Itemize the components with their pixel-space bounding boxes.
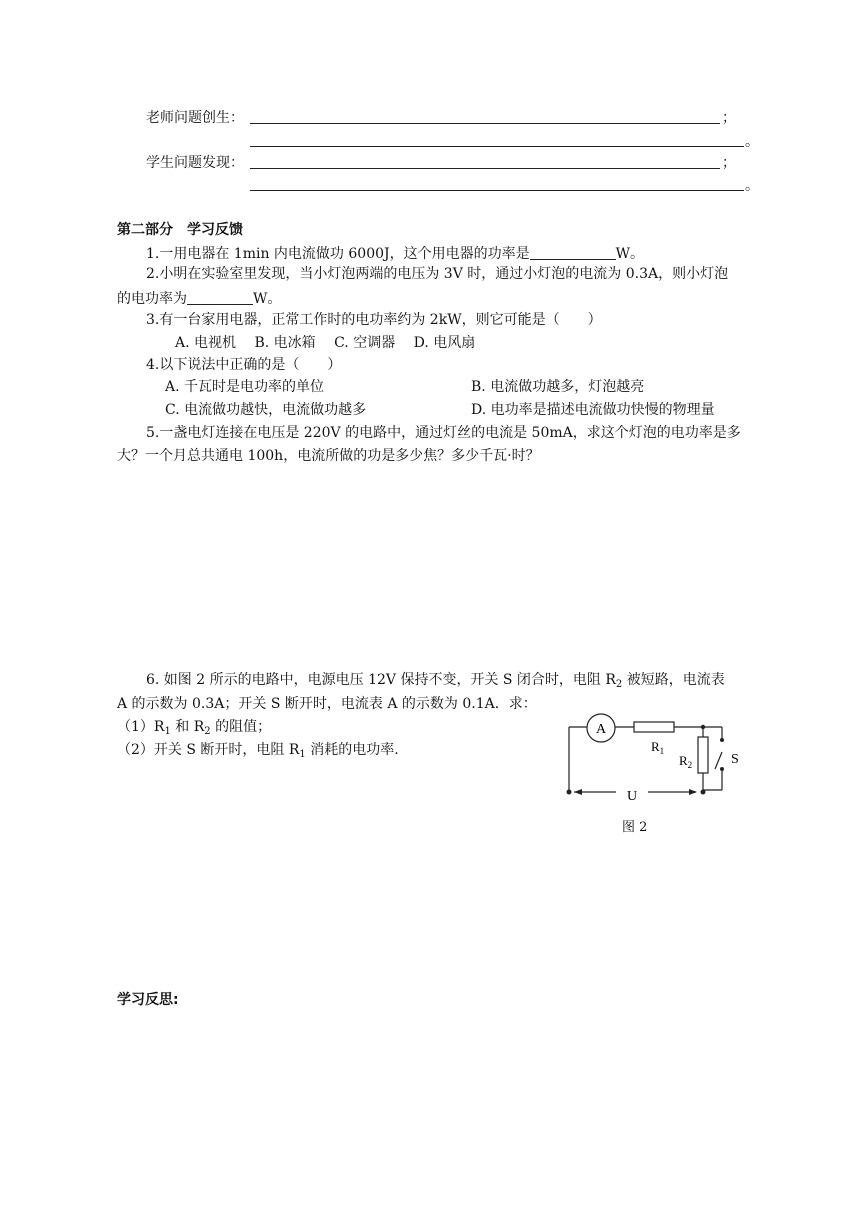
- part-2-text-a: （2）开关 S 断开时，电阻 R: [117, 742, 300, 758]
- question-2-unit: W。: [253, 291, 282, 307]
- figure-caption: 图 2: [622, 820, 648, 835]
- question-1: [146, 245, 644, 261]
- switch-label: S: [731, 752, 739, 767]
- question-6-text-a: 6. 如图 2 所示的电路中，电源电压 12V 保持不变，开关 S 闭合时，电阻 R: [146, 672, 616, 688]
- teacher-answer-line-1[interactable]: [250, 123, 720, 124]
- terminal-dot: [701, 790, 706, 795]
- reflection-title: 学习反思:: [117, 992, 179, 1008]
- part-1-text-b: 和 R: [170, 719, 205, 735]
- terminal-dot: [567, 790, 572, 795]
- circuit-diagram: [556, 708, 746, 838]
- voltage-label: U: [626, 789, 638, 804]
- question-6-part-1: [117, 719, 272, 737]
- question-5-line-2: 大？一个月总共通电 100h，电流所做的功是多少焦？多少千瓦·时？: [117, 448, 540, 464]
- r1-label: $R_1$: [651, 739, 665, 756]
- r2-label: $R_2$: [679, 753, 693, 770]
- question-3: 3.有一台家用电器，正常工作时的电功率约为 2kW，则它可能是（ ）: [146, 312, 602, 328]
- student-answer-line-2[interactable]: [250, 190, 744, 191]
- switch-blade-icon: [715, 752, 722, 769]
- question-4-option-b: B. 电流做功越多，灯泡越亮: [471, 379, 645, 395]
- subscript: 2: [615, 679, 623, 690]
- question-6-line-2: A 的示数为 0.3A；开关 S 断开时，电流表 A 的示数为 0.1A．求：: [117, 696, 537, 712]
- question-6-line-1: [146, 672, 725, 690]
- period: 。: [745, 134, 759, 150]
- arrow-right-icon: [689, 789, 697, 795]
- question-4-option-c: C. 电流做功越快，电流做功越多: [165, 402, 367, 418]
- switch-contact-dot: [720, 767, 724, 771]
- question-6-part-2: [117, 742, 399, 760]
- question-2-line-1: 2.小明在实验室里发现，当小灯泡两端的电压为 3V 时，通过小灯泡的电流为 0.3A，则小灯泡: [146, 266, 729, 282]
- question-6-text-b: 被短路，电流表: [622, 672, 725, 688]
- question-4-option-d: D. 电功率是描述电流做功快慢的物理量: [471, 402, 715, 418]
- question-4: 4.以下说法中正确的是（ ）: [146, 357, 342, 373]
- node-dot: [701, 725, 705, 729]
- arrow-left-icon: [574, 789, 582, 795]
- resistor-r2-icon: [698, 737, 708, 773]
- question-4-option-a: A. 千瓦时是电功率的单位: [165, 379, 325, 395]
- teacher-question-label: 老师问题创生：: [146, 110, 244, 126]
- part-2-text-b: 消耗的电功率.: [305, 742, 399, 758]
- semicolon: ；: [722, 155, 736, 171]
- resistor-r1-icon: [634, 722, 674, 732]
- question-2-blank[interactable]: [187, 290, 253, 305]
- ammeter-label: A: [595, 722, 607, 737]
- subscript: 1: [164, 726, 171, 737]
- question-1-unit: W。: [615, 246, 645, 262]
- semicolon: ；: [722, 110, 736, 126]
- switch-contact-dot: [720, 738, 724, 742]
- period: 。: [745, 178, 759, 194]
- question-1-text: 1.一用电器在 1min 内电流做功 6000J，这个用电器的功率是: [146, 246, 530, 262]
- question-2-line-2: [117, 290, 281, 306]
- subscript: 1: [299, 749, 306, 760]
- question-5-line-1: 5.一盏电灯连接在电压是 220V 的电路中，通过灯丝的电流是 50mA，求这个灯泡的电功率是多: [146, 425, 741, 441]
- teacher-answer-line-2[interactable]: [250, 146, 744, 147]
- question-3-options: A. 电视机 B. 电冰箱 C. 空调器 D. 电风扇: [175, 335, 476, 351]
- student-answer-line-1[interactable]: [250, 168, 720, 169]
- section-title: 第二部分 学习反馈: [117, 222, 243, 238]
- student-question-label: 学生问题发现：: [146, 155, 244, 171]
- question-1-blank[interactable]: [530, 245, 616, 260]
- question-2-text: 的电功率为: [117, 291, 187, 307]
- part-1-text-c: 的阻值；: [210, 719, 272, 735]
- subscript: 2: [204, 726, 211, 737]
- part-1-text-a: （1）R: [117, 719, 165, 735]
